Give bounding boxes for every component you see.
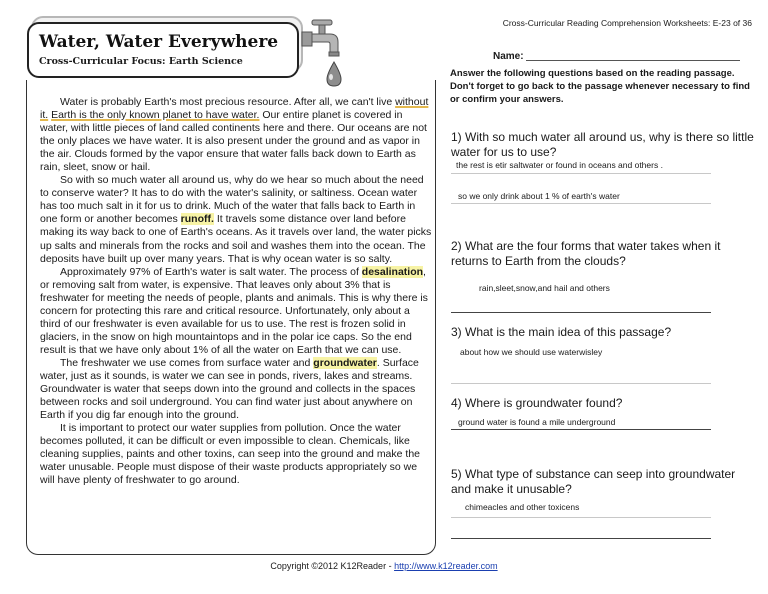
cross-curricular-focus: Cross-Curricular Focus: Earth Science — [39, 56, 243, 67]
name-label: Name: — [493, 51, 524, 62]
instructions: Answer the following questions based on the reading passage. Don't forget to go back to the passage whenever necessary to find or confirm your answers. — [450, 68, 750, 105]
k12reader-link[interactable]: http://www.k12reader.com — [394, 561, 498, 571]
answer-line — [451, 173, 711, 174]
answer-line — [451, 517, 711, 518]
answer-4[interactable]: ground water is found a mile underground — [458, 417, 616, 427]
paragraph-1: Water is probably Earth's most precious resource. After all, we can't live without it. Earth is the only known planet to have water. Our entire planet is covered in water, with little pieces of land called continents here and there. Our oceans are not the only places we have water. It is also present under the ground and as vapor in the air. Clouds formed by the vapor ensure that water falls back down to Earth as rain, sleet, snow or hail. — [40, 96, 429, 174]
highlight-groundwater: groundwater — [313, 356, 377, 369]
answer-1a[interactable]: the rest is etir saltwater or found in oceans and others . — [456, 160, 663, 170]
worksheet-id: Cross-Curricular Reading Comprehension Worksheets: E-23 of 36 — [502, 18, 752, 28]
paragraph-4: The freshwater we use comes from surface water and groundwater. Surface water, just as it sounds, is water we can see in ponds, rivers, lakes and streams. Groundwater is water that seeps down into the ground and collects in the spaces between rocks and soil underground. You can find water just about anywhere on Earth if you dig far enough into the ground. — [40, 356, 419, 422]
question-3: 3) What is the main idea of this passage? — [451, 325, 672, 339]
name-field[interactable] — [526, 60, 740, 61]
highlight-desalination: desalination — [361, 265, 424, 278]
copyright-text: Copyright ©2012 K12Reader - — [270, 561, 395, 571]
answer-2[interactable]: rain,sleet,snow,and hail and others — [479, 283, 610, 293]
question-4: 4) Where is groundwater found? — [451, 396, 623, 410]
answer-line — [451, 312, 711, 313]
faucet-icon — [300, 16, 350, 90]
answer-5[interactable]: chimeacles and other toxicens — [465, 502, 580, 512]
footer — [0, 561, 768, 571]
paragraph-3: Approximately 97% of Earth's water is salt water. The process of desalination, or removing salt from water, is expensive. That leaves only about 3% that is freshwater for meeting the needs of people, plants and animals. This is why there is concern for protecting this rare and critical resource. Unfortunately, only about a third of our freshwater is even available for us to use. The rest is frozen solid in glaciers, in the snow on high mountaintops and in the polar ice caps. So the end result is that we have only about 1% of all the water on Earth that we can use. — [40, 265, 428, 356]
answer-line — [451, 538, 711, 539]
answer-line — [451, 383, 711, 384]
worksheet-title: Water, Water Everywhere — [39, 32, 279, 52]
question-2: 2) What are the four forms that water takes when it returns to Earth from the clouds? — [451, 239, 721, 268]
paragraph-5: It is important to protect our water supplies from pollution. Once the water becomes polluted, it can be difficult or even impossible to clean. Chemicals, like cleaning supplies, paints and other toxins, can seep into the ground and make the water unusable. People must dispose of their waste products appropriately so we will have plenty of freshwater to go around. — [40, 422, 421, 487]
question-5: 5) What type of substance can seep into groundwater and make it unusable? — [451, 467, 736, 496]
answer-1b[interactable]: so we only drink about 1 % of earth's water — [458, 191, 620, 201]
highlight-runoff: runoff. — [180, 213, 214, 226]
answer-3[interactable]: about how we should use waterwisley — [460, 347, 603, 357]
title-box — [27, 22, 299, 78]
reading-passage — [40, 96, 432, 487]
question-1: 1) With so much water all around us, why is there so little water for us to use? — [451, 130, 754, 159]
answer-line — [451, 429, 711, 430]
paragraph-2: So with so much water all around us, why do we hear so much about the need to conserve water? It has to do with the water's salinity, or saltiness. Ocean water has too much salt in it for us to drink. Much of the water that falls back to Earth in one form or another becomes runoff. It travels some distance over land before making its way back to one of Earth's oceans. As it travels over land, the water picks up salts and minerals from the rocks and soil and washes them into the ocean. The deposits have built up over many years. That is why ocean water is so salty. — [40, 174, 432, 265]
answer-line — [451, 203, 711, 204]
